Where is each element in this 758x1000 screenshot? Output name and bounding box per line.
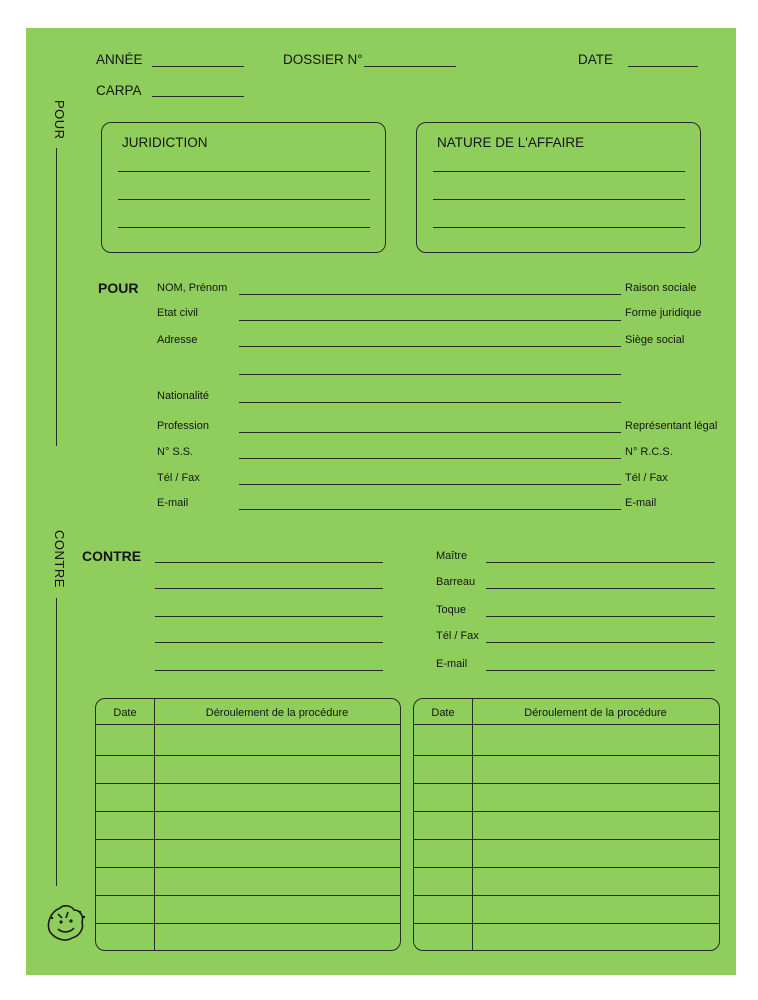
exacompta-logo-icon [44, 898, 88, 944]
contre-line-3[interactable] [155, 616, 383, 617]
side-contre-label: CONTRE [52, 530, 67, 588]
contre-line-5[interactable] [155, 670, 383, 671]
table-1-proc-header: Déroulement de la procédure [205, 707, 349, 719]
procedure-table-2 [413, 698, 720, 951]
table-2-date-header: Date [431, 707, 455, 719]
field-toque: Toque [436, 604, 466, 616]
nature-line-1[interactable] [433, 171, 685, 172]
table-2-row[interactable] [414, 839, 719, 840]
contre-line-maitre[interactable] [486, 562, 715, 563]
juridiction-line-1[interactable] [118, 171, 370, 172]
contre-line-barreau[interactable] [486, 588, 715, 589]
nature-line-2[interactable] [433, 199, 685, 200]
field-email: E-mail [157, 497, 189, 509]
table-2-row[interactable] [414, 895, 719, 896]
pour-line-adresse-2[interactable] [239, 374, 621, 375]
contre-line-4[interactable] [155, 642, 383, 643]
side-pour-line [56, 148, 57, 446]
table-2-proc-header: Déroulement de la procédure [524, 707, 667, 719]
table-1-row[interactable] [96, 755, 400, 756]
nature-box [416, 122, 701, 253]
field-tel-fax-right: Tél / Fax [625, 472, 668, 484]
field-barreau: Barreau [436, 576, 476, 588]
dossier-label: DOSSIER N° [283, 52, 363, 67]
pour-line-nom[interactable] [239, 294, 621, 295]
field-contre-email: E-mail [436, 658, 468, 670]
pour-line-nationalite[interactable] [239, 402, 621, 403]
field-forme-juridique: Forme juridique [625, 307, 702, 319]
table-1-row[interactable] [96, 783, 400, 784]
table-2-row[interactable] [414, 724, 719, 725]
table-1-date-header: Date [113, 707, 137, 719]
field-profession: Profession [157, 420, 209, 432]
field-representant-legal: Représentant légal [625, 420, 718, 432]
annee-label: ANNÉE [96, 52, 143, 67]
date-label: DATE [578, 52, 614, 67]
juridiction-line-3[interactable] [118, 227, 370, 228]
field-tel-fax: Tél / Fax [157, 472, 200, 484]
field-siege-social: Siège social [625, 334, 685, 346]
field-ss: N° S.S. [157, 446, 194, 458]
contre-line-toque[interactable] [486, 616, 715, 617]
pour-line-email[interactable] [239, 509, 621, 510]
table-2-row[interactable] [414, 811, 719, 812]
pour-line-tel[interactable] [239, 484, 621, 485]
pour-line-etat-civil[interactable] [239, 320, 621, 321]
annee-field[interactable] [152, 66, 244, 67]
nature-line-3[interactable] [433, 227, 685, 228]
contre-line-tel[interactable] [486, 642, 715, 643]
field-nom-prenom: NOM, Prénom [157, 282, 228, 294]
field-contre-tel-fax: Tél / Fax [436, 630, 479, 642]
folder-sheet [26, 28, 736, 975]
pour-line-ss[interactable] [239, 458, 621, 459]
juridiction-line-2[interactable] [118, 199, 370, 200]
juridiction-box [101, 122, 386, 253]
side-pour-label: POUR [52, 100, 67, 140]
table-1-row[interactable] [96, 867, 400, 868]
contre-line-email[interactable] [486, 670, 715, 671]
table-1-col-divider [154, 699, 155, 950]
field-rcs: N° R.C.S. [625, 446, 673, 458]
table-2-row[interactable] [414, 867, 719, 868]
field-etat-civil: Etat civil [157, 307, 198, 319]
table-2-row[interactable] [414, 755, 719, 756]
field-email-right: E-mail [625, 497, 657, 509]
table-1-row[interactable] [96, 811, 400, 812]
table-2-row[interactable] [414, 783, 719, 784]
contre-line-2[interactable] [155, 588, 383, 589]
field-adresse: Adresse [157, 334, 198, 346]
table-1-row[interactable] [96, 839, 400, 840]
contre-title: CONTRE [82, 548, 142, 564]
juridiction-label: JURIDICTION [122, 135, 208, 150]
procedure-table-1 [95, 698, 401, 951]
carpa-field[interactable] [152, 96, 244, 97]
contre-line-1[interactable] [155, 562, 383, 563]
field-raison-sociale: Raison sociale [625, 282, 697, 294]
carpa-label: CARPA [96, 83, 142, 98]
pour-title: POUR [98, 280, 139, 296]
field-maitre: Maître [436, 550, 468, 562]
table-1-row[interactable] [96, 724, 400, 725]
side-contre-line [56, 598, 57, 886]
table-1-row[interactable] [96, 895, 400, 896]
pour-line-profession[interactable] [239, 432, 621, 433]
pour-line-adresse-1[interactable] [239, 346, 621, 347]
nature-label: NATURE DE L'AFFAIRE [437, 135, 585, 150]
table-2-col-divider [472, 699, 473, 950]
field-nationalite: Nationalité [157, 390, 209, 402]
date-field[interactable] [628, 66, 698, 67]
dossier-field[interactable] [364, 66, 456, 67]
table-2-row[interactable] [414, 923, 719, 924]
table-1-row[interactable] [96, 923, 400, 924]
